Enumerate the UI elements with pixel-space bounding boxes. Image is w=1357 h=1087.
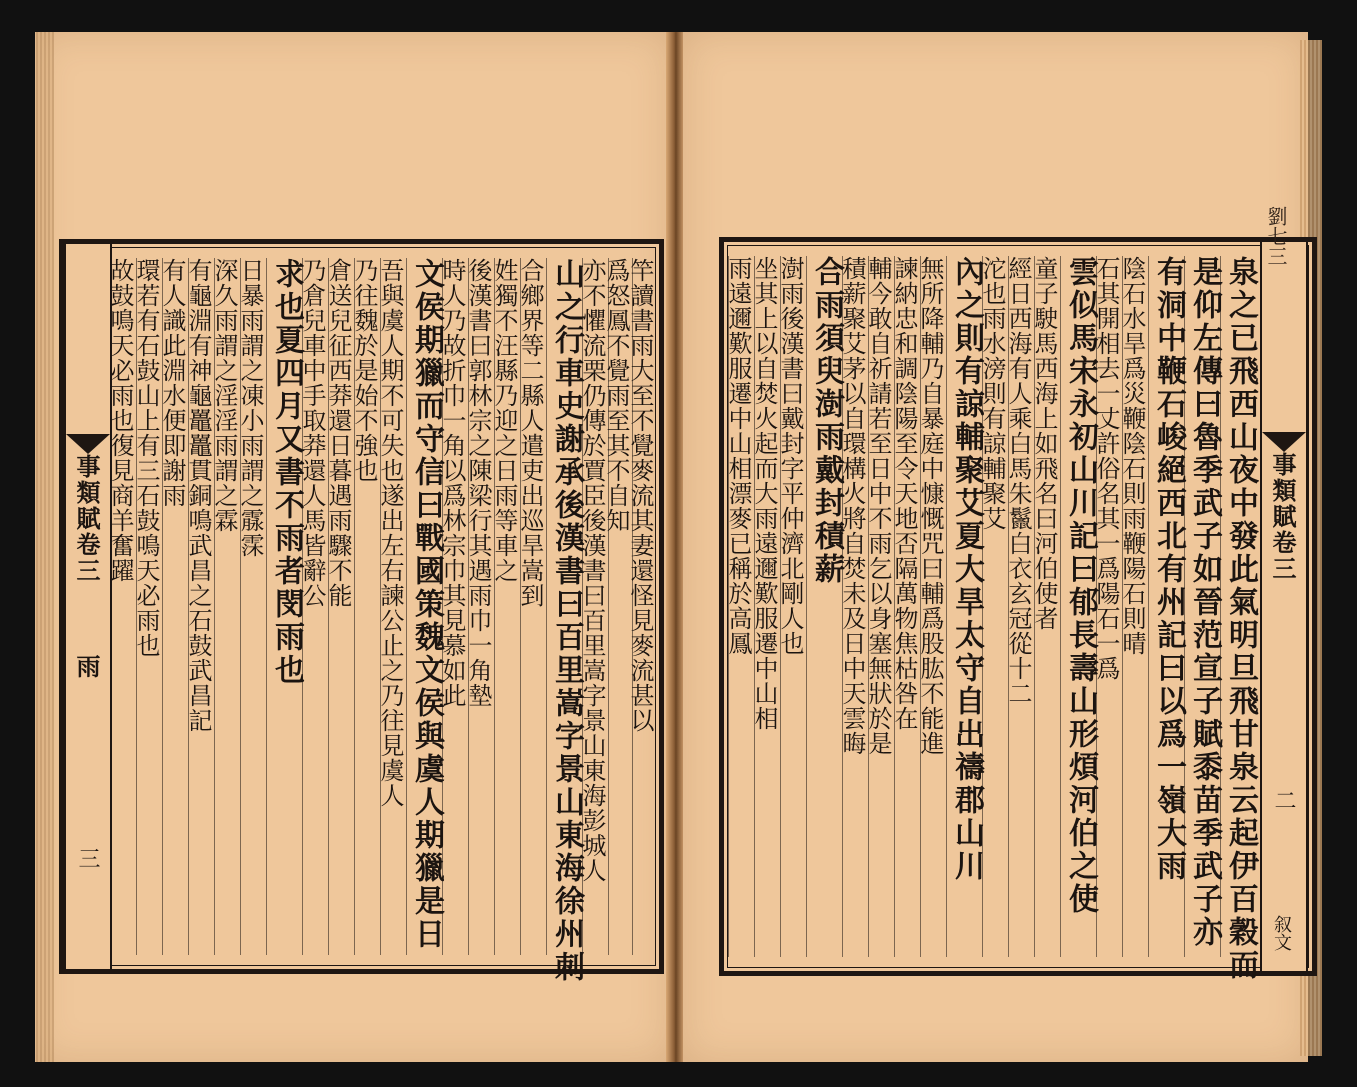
fishtail-mark [1262,432,1306,452]
text-column: 諫納忠和調陰陽至令天地否隔萬物焦枯咎在 [894,256,921,957]
fold-section: 雨 [72,654,101,680]
left-text-block [60,240,663,984]
right-fold-column [1260,242,1308,971]
text-column: 有龜淵有神龜鼉鼉貫銅鳴武昌之石鼓武昌記 [188,258,215,955]
text-column: 合雨須臾澍雨戴封積薪 [806,256,843,957]
text-column: 童子駛馬西海上如飛名曰河伯使者 [1034,256,1061,957]
text-column: 日暴雨謂之凍小雨謂之霡霂 [240,258,267,955]
text-column: 爲怒鳳不覺雨至其不自知 [608,258,633,955]
fold-page-number: 二 [1271,789,1296,811]
text-column: 有人識此淵水便即謝雨 [162,258,189,955]
text-column: 陰石水旱爲災鞭陰石則雨鞭陽石則晴 [1122,256,1149,957]
text-column: 故鼓鳴天必雨也復見商羊奮躍 [110,258,137,955]
text-column: 有洞中鞭石峻絕西北有州記曰以爲一嶺大雨 [1148,256,1185,957]
text-column: 澍雨後漢書曰戴封字平仲濟北剛人也 [780,256,807,957]
text-column: 乃倉兒車中手取莽還人馬皆辭公 [302,258,329,955]
text-column: 姓獨不汪縣乃迎之日雨等車之 [494,258,521,955]
text-column: 經日西海有人乘白馬朱鬣白衣玄冠從十二 [1008,256,1035,957]
text-column: 深久雨謂之淫淫雨謂之霖 [214,258,241,955]
text-column: 吾與虞人期不可失也遂出左右諫公止之乃往見虞人 [380,258,407,955]
text-column: 乃往魏於是始不強也 [354,258,381,955]
text-column: 泉之已飛西山夜中發此氣明旦飛甘泉云起伊百穀而 [1220,256,1257,957]
text-column: 輔今敢自祈請若至日中不雨乞以身塞無狀於是 [868,256,895,957]
text-column: 亦不懼流栗仍傳於賈臣後漢書曰百里嵩字景山東海彭城人 [582,258,609,955]
right-text-block [720,238,1316,982]
text-column: 環若有石鼓山上有三石鼓鳴天必雨也 [136,258,163,955]
text-column: 雨遠邇歎服遷中山相漂麥已稱於高鳳 [728,256,755,957]
text-column: 時人乃故折巾一角以爲林宗巾其見慕如此 [442,258,469,955]
text-column: 坐其上以自焚火起而大雨遠邇歎服遷中山相 [754,256,781,957]
text-column: 倉送兒征西莽還日暮遇雨驟不能 [328,258,355,955]
text-column: 積薪聚艾茅以自環構火將自焚未及日中天雲晦 [842,256,869,957]
fold-catalog: 叙文 [1271,915,1292,951]
text-column: 合鄉界等二縣人遣吏出巡旱嵩到 [520,258,547,955]
text-column: 沱也雨水滂則有諒輔聚艾 [982,256,1009,957]
text-column: 無所降輔乃自暴庭中慷慨咒曰輔爲股肱不能進 [920,256,947,957]
left-page-edge [36,32,54,1062]
book-gutter [666,32,684,1062]
fold-page-number: 三 [75,847,100,869]
text-column: 雲似馬宋永初山川記曰郁長壽山形煩河伯之使 [1060,256,1097,957]
fold-title: 事類賦卷三 [72,454,101,584]
text-column: 石其開相去一丈許俗名其一爲陽石一爲 [1096,256,1123,957]
text-column: 後漢書曰郭林宗之陳梁行其遇雨巾一角墊 [468,258,495,955]
text-column: 是仰左傳曰魯季武子如晉范宣子賦黍苗季武子亦 [1184,256,1221,957]
text-column: 文侯期獵而守信曰戰國策魏文侯與虞人期獵是日 [406,258,443,955]
text-column: 求也夏四月又書不雨者閔雨也 [266,258,303,955]
text-column: 山之行車史謝承後漢書曰百里嵩字景山東海徐州刺 [546,258,583,955]
header-note: 劉七三 [1264,206,1288,266]
fold-title: 事類賦卷三 [1268,452,1297,582]
text-column: 內之則有諒輔聚艾夏大旱太守自出禱郡山川 [946,256,983,957]
text-column: 竿讀書雨大至不覺麥流其妻還怪見麥流甚以 [632,258,657,955]
